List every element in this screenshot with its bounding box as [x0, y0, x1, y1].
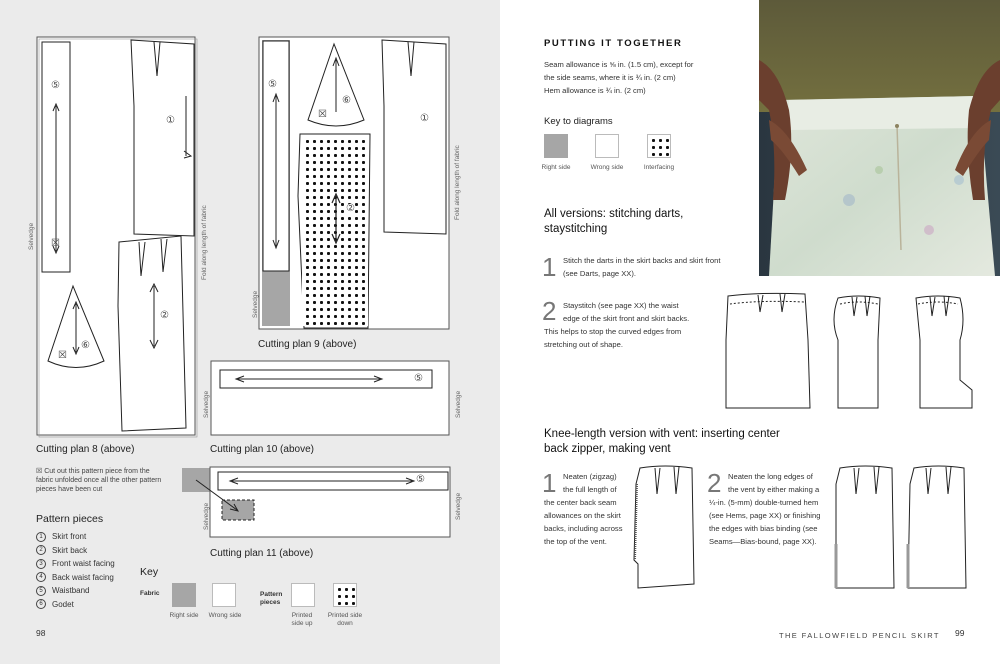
plan8-piece-1: ① — [166, 115, 175, 126]
diagram-interfacing-label: Interfacing — [643, 164, 675, 171]
plan11-selvedge-right: Selvedge — [455, 492, 462, 520]
step-k1-text — [544, 470, 634, 548]
pattern-piece-number: 4 — [36, 572, 46, 582]
cutting-plan-8 — [36, 36, 196, 436]
knee-heading-line: back zipper, making vent — [544, 443, 671, 455]
pattern-piece-label: Skirt front — [52, 532, 87, 542]
key-right-side-label: Right side — [169, 612, 199, 619]
plan9-piece-2: ② — [346, 203, 355, 214]
plan8-caption: Cutting plan 8 (above) — [36, 444, 135, 455]
stitching-heading — [544, 207, 683, 237]
page-number-right: 99 — [955, 628, 965, 638]
pattern-piece-number: 2 — [36, 545, 46, 555]
knee-heading — [544, 427, 780, 457]
plan10-selvedge-right: Selvedge — [455, 390, 462, 418]
allowance-text — [544, 58, 744, 97]
pattern-piece-item — [36, 571, 156, 585]
neaten-diagram — [630, 464, 700, 596]
step-k1-line: the full length of — [563, 485, 617, 494]
step-k1-line: the top of the vent. — [544, 537, 607, 546]
pattern-piece-number: 3 — [36, 559, 46, 569]
skirt-photo — [759, 0, 1000, 276]
pattern-piece-item — [36, 544, 156, 558]
step-k1-line: Neaten (zigzag) — [563, 472, 617, 481]
plan11-piece-5: ⑤ — [416, 474, 425, 485]
step-k2-line: Seams—Bias-bound, page XX). — [709, 537, 817, 546]
step-k2-line: the edges with bias binding (see — [709, 524, 818, 533]
cutting-plan-11-drawing — [182, 466, 454, 540]
key-title: Key — [140, 566, 159, 578]
vent-diagrams — [830, 464, 980, 596]
pattern-pieces-title: Pattern pieces — [36, 513, 104, 525]
step-k1-line: allowances on the skirt — [544, 511, 621, 520]
allowance-line: the side seams, where it is ¾ in. (2 cm) — [544, 73, 676, 82]
cutting-plan-8-drawing — [36, 36, 198, 438]
right-page — [500, 0, 1000, 664]
diagram-swatch-right-side — [544, 134, 568, 158]
pattern-piece-item — [36, 557, 156, 571]
plan10-piece-5: ⑤ — [414, 373, 423, 384]
cutting-plan-11 — [182, 466, 452, 538]
pattern-piece-item — [36, 530, 156, 544]
step-k2-number: 2 — [707, 468, 722, 498]
step2-number: 2 — [542, 296, 557, 326]
section-title: PUTTING IT TOGETHER — [544, 38, 683, 49]
step-k2-line: ¼-in. (5-mm) double-turned hem — [709, 498, 819, 507]
diagram-wrong-side-label: Wrong side — [590, 164, 624, 171]
key-wrong-side-label: Wrong side — [208, 612, 242, 619]
plan8-piece-6: ⑥ — [81, 340, 90, 351]
key-pattern-label: Pattern pieces — [260, 591, 283, 606]
step-k2-line: the vent by either making a — [728, 485, 820, 494]
step1-text — [563, 254, 763, 280]
plan8-piece-5: ⑤ — [51, 80, 60, 91]
pattern-piece-label: Front waist facing — [52, 559, 115, 569]
cutting-plan-9 — [258, 36, 450, 330]
step2-text — [542, 296, 724, 351]
stitching-heading-line: All versions: stitching darts, — [544, 208, 684, 220]
step-k2-text — [709, 470, 849, 548]
swatch-printed-down — [333, 583, 357, 607]
plan9-piece-1: ① — [420, 113, 429, 124]
step1-number: 1 — [542, 252, 557, 282]
pattern-piece-label: Waistband — [52, 586, 90, 596]
pattern-piece-label: Skirt back — [52, 545, 88, 555]
allowance-line: Seam allowance is ⅝ in. (1.5 cm), except for — [544, 60, 694, 69]
pattern-piece-number: 6 — [36, 599, 46, 609]
plan9-fold: Fold along length of fabric — [454, 145, 461, 220]
plan9-piece-6: ⑥ — [342, 95, 351, 106]
step2-line: edge of the skirt front and skirt backs. — [563, 314, 690, 323]
step-k2-line: Neaten the long edges of — [728, 472, 813, 481]
plan9-caption: Cutting plan 9 (above) — [258, 339, 357, 350]
key-printed-up-label: Printed side up — [291, 612, 313, 627]
cutting-plan-10 — [210, 360, 450, 436]
cutting-plan-10-drawing — [210, 360, 452, 438]
pattern-piece-label: Godet — [52, 599, 74, 609]
step2-line: Staystitch (see page XX) the waist — [563, 301, 679, 310]
pattern-piece-number: 1 — [36, 532, 46, 542]
plan9-piece-x: ☒ — [318, 109, 327, 120]
plan9-selvedge: Selvedge — [252, 290, 259, 318]
step1-line: Stitch the darts in the skirt backs and skirt front — [563, 256, 721, 265]
cut-note: ☒ Cut out this pattern piece from the fabric unfolded once all the other pattern pieces have been cut — [36, 468, 162, 493]
step2-line: This helps to stop the curved edges from — [544, 327, 682, 336]
plan10-selvedge-left: Selvedge — [203, 390, 210, 418]
key-fabric-label: Fabric — [140, 590, 160, 597]
step-k1-line: backs, including across — [544, 524, 623, 533]
pattern-piece-item — [36, 598, 156, 612]
plan9-arrow-overlay — [258, 36, 452, 332]
plan10-caption: Cutting plan 10 (above) — [210, 444, 314, 455]
key-printed-down-label: Printed side down — [327, 612, 363, 627]
stitching-heading-line: staystitching — [544, 223, 608, 235]
pattern-piece-label: Back waist facing — [52, 572, 114, 582]
pattern-pieces — [36, 513, 159, 611]
plan11-selvedge-left: Selvedge — [203, 502, 210, 530]
step1-line: (see Darts, page XX). — [563, 269, 637, 278]
knee-heading-line: Knee-length version with vent: inserting center — [544, 428, 780, 440]
plan8-piece-x2: ☒ — [58, 350, 67, 361]
pattern-piece-number: 5 — [36, 586, 46, 596]
key-diagrams-title: Key to diagrams — [544, 116, 613, 127]
diagram-swatch-wrong-side — [595, 134, 619, 158]
allowance-line: Hem allowance is ¾ in. (2 cm) — [544, 86, 646, 95]
swatch-wrong-side — [212, 583, 236, 607]
page-number-left: 98 — [36, 628, 46, 638]
step-k2-line: (see Hems, page XX) or finishing — [709, 511, 821, 520]
skirt-photo-art — [759, 0, 1000, 276]
plan11-caption: Cutting plan 11 (above) — [210, 548, 314, 559]
step-k1-line: the center back seam — [544, 498, 617, 507]
plan8-fold: Fold along length of fabric — [201, 205, 208, 280]
swatch-printed-up — [291, 583, 315, 607]
step2-line: stretching out of shape. — [544, 340, 623, 349]
diagram-swatch-interfacing — [647, 134, 671, 158]
swatch-right-side — [172, 583, 196, 607]
footer-title: THE FALLOWFIELD PENCIL SKIRT — [779, 631, 940, 640]
plan8-selvedge: Selvedge — [28, 222, 35, 250]
plan9-piece-5: ⑤ — [268, 79, 277, 90]
pattern-piece-item — [36, 584, 156, 598]
plan8-piece-2: ② — [160, 310, 169, 321]
step-k1-number: 1 — [542, 468, 557, 498]
staystitch-diagrams — [720, 290, 980, 415]
diagram-right-side-label: Right side — [541, 164, 571, 171]
plan8-piece-x: ☒ — [51, 238, 60, 249]
